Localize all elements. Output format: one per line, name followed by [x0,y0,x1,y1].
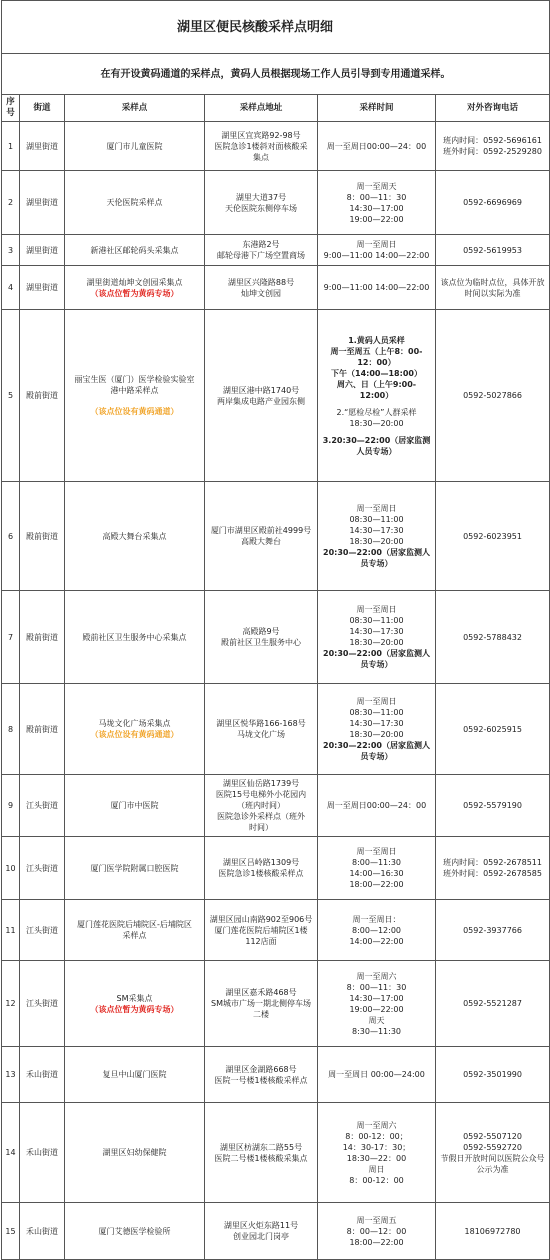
time-line: 8：00—12：00 [346,1226,407,1236]
address-line: 厦门市湖里区殿前社4999号 [210,526,312,535]
table-row [2,961,550,1047]
address-line: 医院二号楼1楼核酸采集点 [214,1153,308,1163]
table-row [2,171,550,235]
row-time [318,961,436,1047]
phone-line: 0592-5592720 [463,1142,522,1152]
row-address [205,591,318,684]
row-address [205,235,318,266]
row-site [65,266,205,310]
row-number: 5 [2,310,20,482]
address-line: 湖里区火炬东路11号 [223,1221,299,1230]
row-number: 1 [2,122,20,171]
site-name-line: 采样点 [122,931,147,940]
address-line: 二楼 [253,1010,269,1019]
time-line: 周一至周日 [356,504,397,513]
address-line: 湖里区金湖路668号 [225,1064,297,1074]
table-row [2,591,550,684]
site-note: （该点位设有黄码通道） [90,730,179,739]
row-number: 15 [2,1203,20,1260]
table-header [2,95,550,122]
phone-line: 0592-5619953 [463,245,522,255]
address-line: 时间） [249,823,273,832]
header-street: 街道 [20,95,65,122]
row-street: 禾山街道 [20,1203,65,1260]
phone-line: 0592-5521287 [463,999,522,1008]
site-name-line: 湖里街道灿坤文创园采集点 [86,277,183,287]
row-street: 江头街道 [20,775,65,837]
row-address [205,266,318,310]
table-row [2,1047,550,1103]
phone-line: 时间以实际为准 [464,288,521,298]
row-street: 殿前街道 [20,684,65,775]
time-line: 8:30—11:30 [351,1026,402,1036]
title-row [2,1,550,54]
site-name-line: 高殿大舞台采集点 [102,531,167,541]
address-line: 厦门莲花医院后埔院区1楼 [214,925,308,935]
time-line: 8：00—11：30 [346,982,407,992]
time-line: 周一至周日： [352,914,401,924]
phone-line: 0592-3937766 [463,925,522,935]
header-address: 采样点地址 [205,95,318,122]
phone-line: 0592-5788432 [463,632,522,642]
table-row [2,122,550,171]
address-line: 湖里区宜宾路92-98号 [221,130,301,140]
site-name-line: 湖里区妇幼保健院 [102,1148,167,1157]
phone-line: 班外时间：0592-2678585 [443,869,542,878]
sampling-sites-table [1,0,550,1260]
address-line: 湖里大道37号 [235,192,287,202]
table-row [2,1103,550,1203]
site-note: （该点位设有黄码通道） [90,407,179,416]
time-line: 周天 [368,1015,385,1025]
row-time [318,266,436,310]
row-address [205,482,318,591]
row-time [318,591,436,684]
address-line: 医院急诊外采样点（班外 [217,812,305,821]
time-line: 18:30—20:00 [349,537,404,546]
row-time [318,900,436,961]
time-line-bold: 人员专场） [356,446,397,456]
header-phone: 对外咨询电话 [436,95,550,122]
time-line: 14：30-17：30； [342,1142,411,1152]
time-line: 8：00-12：00； [345,1131,408,1141]
row-street: 禾山街道 [20,1103,65,1203]
address-line: （班内时间） [237,801,285,810]
row-number: 12 [2,961,20,1047]
row-street: 湖里街道 [20,235,65,266]
row-site [65,961,205,1047]
time-line-bold: 员专场） [360,660,393,669]
time-line: 周一至周五 [356,1215,397,1225]
row-address [205,684,318,775]
header-site: 采样点 [65,95,205,122]
time-line: 8:00—12:00 [351,925,402,935]
time-line: 18:00—22:00 [349,880,404,889]
row-number: 8 [2,684,20,775]
header-no: 序号 [2,95,20,122]
table-row [2,775,550,837]
row-address [205,900,318,961]
row-site [65,684,205,775]
time-line: 周一至周日 00:00—24:00 [328,1070,425,1079]
address-line: 天伦医院东侧停车场 [225,203,297,213]
site-name-line: 新港社区邮轮码头采集点 [90,245,179,255]
phone-line: 0592-6025915 [463,724,522,734]
row-time [318,775,436,837]
table-row [2,310,550,482]
time-line: 周一至周六 [356,1120,397,1130]
phone-line: 班外时间：0592-2529280 [443,147,542,156]
row-address [205,1103,318,1203]
address-line: SM城市广场一期北侧停车场 [211,999,311,1008]
site-name-line: 厦门艾德医学检验所 [98,1226,171,1236]
row-street: 殿前街道 [20,310,65,482]
row-street: 湖里街道 [20,171,65,235]
time-line-bold: 12：00） [357,357,396,367]
phone-line: 0592-5027866 [463,391,522,400]
time-line: 08:30—11:00 [349,515,404,524]
row-phone [436,837,550,900]
time-line: 14:30—17:00 [349,993,404,1003]
row-phone [436,122,550,171]
time-line: 周一至周六 [356,971,397,981]
row-site [65,775,205,837]
table-row [2,266,550,310]
time-line: 14:00—22:00 [349,936,404,946]
time-line: 周一至周日 [356,240,397,249]
phone-line: 18106972780 [464,1226,521,1236]
address-line: 邮轮母港下广场空置商场 [217,251,305,260]
row-address [205,1047,318,1103]
row-time [318,310,436,482]
address-line: 集点 [253,152,269,162]
time-line: 18:30—20:00 [349,418,404,428]
row-site [65,1103,205,1203]
site-name-line: 厦门医学院附属口腔医院 [90,863,179,873]
row-phone [436,482,550,591]
table-row [2,900,550,961]
address-line: 殿前社区卫生服务中心 [221,638,301,647]
row-number: 4 [2,266,20,310]
site-name-line: 丽宝生医（厦门）医学检验实验室 [74,375,195,384]
time-line-bold: 20:30—22:00（居家监测人 [323,548,430,557]
address-line: 两岸集成电路产业园东侧 [217,396,305,406]
address-line: 高殿路9号 [242,627,280,636]
time-line-bold: 20:30—22:00（居家监测人 [323,649,430,658]
time-line: 18:00—22:00 [349,1237,404,1247]
row-address [205,837,318,900]
address-line: 112店面 [245,936,277,946]
row-phone [436,1103,550,1203]
row-address [205,171,318,235]
row-street: 殿前街道 [20,482,65,591]
page-title: 湖里区便民核酸采样点明细 [2,1,550,54]
address-line: 湖里区悦华路166-168号 [216,719,306,728]
site-name-line: 厦门市中医院 [110,801,159,810]
address-line: 马垅文化广场 [237,730,285,739]
row-site [65,122,205,171]
table-row [2,837,550,900]
time-line-bold: 员专场） [360,559,393,568]
time-line: 14:30—17:00 [349,203,404,213]
address-line: 高殿大舞台 [241,537,281,546]
site-note: （该点位暂为黄码专场） [90,1004,179,1014]
row-number: 2 [2,171,20,235]
address-line: 灿坤文创园 [241,288,281,298]
phone-line: 公示为准 [476,1164,509,1174]
table-row [2,482,550,591]
row-phone [436,900,550,961]
address-line: 东港路2号 [242,240,280,249]
time-line: 14:00—16:30 [349,869,404,878]
address-line: 创业园北门岗亭 [233,1232,289,1241]
time-line: 周一至周日 [356,847,397,856]
row-number: 13 [2,1047,20,1103]
row-site [65,1047,205,1103]
site-name-line: 天伦医院采样点 [106,198,163,207]
time-line: 周日 [368,1164,385,1174]
site-name-line: 马垅文化广场采集点 [98,719,171,728]
row-street: 殿前街道 [20,591,65,684]
row-phone [436,235,550,266]
row-site [65,591,205,684]
time-line: 14:30—17:30 [349,627,404,636]
time-line: 18:30—20:00 [349,730,404,739]
row-phone [436,310,550,482]
row-time [318,235,436,266]
row-time [318,1203,436,1260]
time-line: 18:30—20:00 [349,638,404,647]
address-line: 湖里区吕岭路1309号 [222,858,300,867]
notice-row [2,54,550,95]
time-line: 2.“愿检尽检”人群采样 [336,407,417,417]
address-line: 湖里区仙岳路1739号 [222,779,300,788]
row-phone [436,1047,550,1103]
row-phone [436,171,550,235]
time-line: 周一至周日 [356,697,397,706]
time-line: 周一至周日00:00—24：00 [326,141,427,151]
time-line-bold: 1.黄码人员采样 [348,335,405,345]
phone-line: 0592-3501990 [463,1070,522,1079]
row-site [65,837,205,900]
row-time [318,171,436,235]
time-line: 14:30—17:30 [349,719,404,728]
row-address [205,961,318,1047]
row-time [318,1047,436,1103]
row-phone [436,684,550,775]
address-line: 湖里区枋湖东二路55号 [219,1142,303,1152]
row-phone [436,266,550,310]
row-site [65,1203,205,1260]
address-line: 医院急诊1楼核酸采样点 [218,869,304,878]
row-street: 禾山街道 [20,1047,65,1103]
row-phone [436,961,550,1047]
row-time [318,684,436,775]
time-line: 08:30—11:00 [349,708,404,717]
row-number: 6 [2,482,20,591]
site-name-line: 殿前社区卫生服务中心采集点 [82,632,187,642]
address-line: 医院一号楼1楼核酸采样点 [214,1075,308,1085]
phone-line: 节假日开放时间以医院公众号 [440,1153,545,1163]
notice-text: 在有开设黄码通道的采样点，黄码人员根据现场工作人员引导到专用通道采样。 [2,54,550,95]
row-address [205,775,318,837]
address-line: 湖里区园山南路902至906号 [209,914,313,924]
address-line: 湖里区兴隆路88号 [227,277,295,287]
row-time [318,1103,436,1203]
phone-line: 0592-6023951 [463,531,522,541]
row-number: 9 [2,775,20,837]
row-number: 14 [2,1103,20,1203]
time-line: 周一至周日00:00—24：00 [326,801,427,810]
row-street: 湖里街道 [20,122,65,171]
address-line: 医院15号电梯外小花园内 [215,790,307,799]
address-line: 湖里区嘉禾路468号 [225,988,297,997]
row-street: 湖里街道 [20,266,65,310]
time-line-bold: 员专场） [360,752,393,761]
row-phone [436,1203,550,1260]
site-name-line: 港中路采样点 [110,386,159,395]
site-name-line: 厦门莲花医院后埔院区-后埔院区 [77,920,192,929]
site-name-line: 厦门市儿童医院 [106,141,163,151]
time-line: 18:30—22：00 [346,1153,407,1163]
row-address [205,310,318,482]
address-line: 医院急诊1楼斜对面核酸采 [214,141,308,151]
row-time [318,482,436,591]
site-name-line: 复旦中山厦门医院 [102,1070,167,1079]
row-site [65,900,205,961]
row-time [318,837,436,900]
row-street: 江头街道 [20,837,65,900]
time-line: 9:00—11:00 14:00—22:00 [323,251,430,260]
site-name-line: SM采集点 [116,993,153,1003]
row-number: 11 [2,900,20,961]
phone-line: 0592-5507120 [463,1131,522,1141]
row-street: 江头街道 [20,900,65,961]
time-line-bold: 下午（14:00—18:00） [331,368,422,378]
row-site [65,482,205,591]
time-line-bold: 周六、日（上午9:00- [336,379,417,389]
time-line: 周一至周日 [356,605,397,614]
phone-line: 班内时间：0592-5696161 [443,136,542,145]
row-site [65,171,205,235]
row-site [65,310,205,482]
site-note: （该点位暂为黄码专场） [90,288,179,298]
time-line: 19:00—22:00 [349,1004,404,1014]
table-row [2,684,550,775]
row-time [318,122,436,171]
time-line: 8:00—11:30 [351,858,402,867]
row-number: 3 [2,235,20,266]
address-line: 湖里区港中路1740号 [222,385,300,395]
row-phone [436,591,550,684]
time-line: 8：00-12：00 [349,1175,404,1185]
row-number: 7 [2,591,20,684]
row-address [205,1203,318,1260]
phone-line: 该点位为临时点位，具体开放 [440,277,545,287]
time-line: 08:30—11:00 [349,616,404,625]
table-row [2,235,550,266]
phone-line: 0592-5579190 [463,801,522,810]
row-number: 10 [2,837,20,900]
time-line-bold: 周一至周五（上午8：00- [330,346,423,356]
time-line: 周一至周天 [356,181,397,191]
row-address [205,122,318,171]
phone-line: 班内时间：0592-2678511 [443,858,542,867]
header-time: 采样时间 [318,95,436,122]
table-row [2,1203,550,1260]
time-line: 8：00—11：30 [346,192,407,202]
time-line: 14:30—17:30 [349,526,404,535]
time-line-bold: 3.20:30—22:00（居家监测 [322,435,431,445]
row-phone [436,775,550,837]
time-line-bold: 20:30—22:00（居家监测人 [323,741,430,750]
time-line: 19:00—22:00 [349,214,404,224]
row-site [65,235,205,266]
row-street: 江头街道 [20,961,65,1047]
phone-line: 0592-6696969 [463,198,522,207]
time-line-bold: 12:00） [359,390,394,400]
time-line: 9:00—11:00 14:00—22:00 [323,283,430,292]
